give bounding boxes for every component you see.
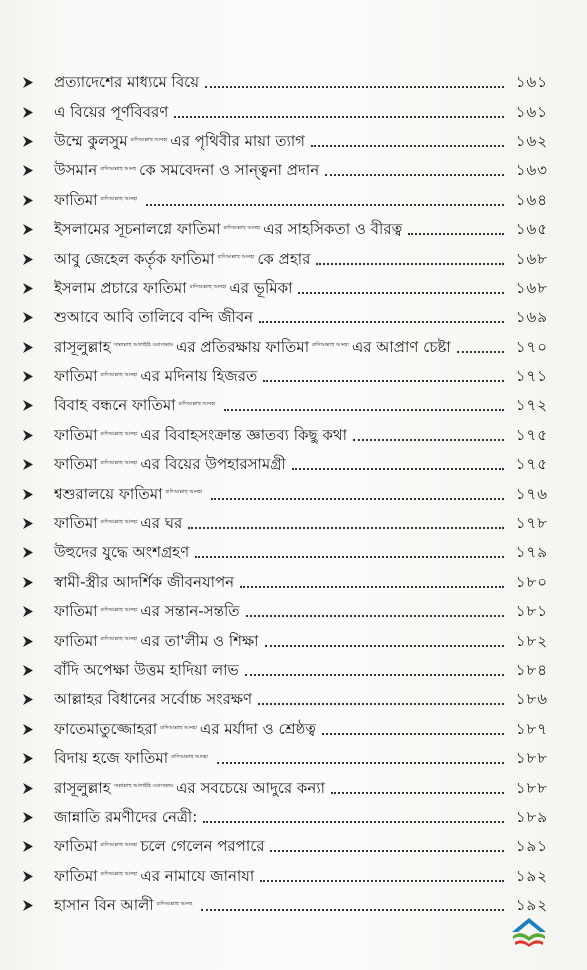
honorific-text: রাদিআল্লাহু আনহা [165,489,203,496]
arrowhead-bullet-icon [22,576,40,589]
toc-entry[interactable] [22,538,548,567]
toc-title-text: আবু জেহেল কর্তৃক ফাতিমা [54,249,215,268]
dot-leader [201,908,504,911]
toc-title-suffix: কে প্রহার [257,249,311,268]
arrowhead-bullet-icon [22,723,40,736]
honorific-text: রাদিআল্লাহু আনহা [217,254,255,261]
honorific-text: সাল্লাল্লাহু আলাইহি ওয়াসাল্লাম [113,342,174,349]
arrowhead-bullet-icon [22,840,40,853]
arrowhead-bullet-icon [22,693,40,706]
toc-entry[interactable] [22,568,548,597]
honorific-text: রাদিআল্লাহু আনহা [100,371,138,378]
arrowhead-bullet-icon [22,370,40,383]
toc-entry-title [40,751,211,766]
toc-entry-title [40,457,286,472]
dot-leader [265,644,504,647]
toc-page-number: ১৭২ [515,396,548,415]
toc-page-number: ১৯২ [515,866,548,885]
toc-page-number: ১৬৯ [515,308,548,327]
arrowhead-bullet-icon [22,605,40,618]
toc-title-text: বাঁদি অপেক্ষা উত্তম হাদিয়া লাভ [54,661,239,679]
toc-entry-title [40,545,189,560]
toc-page-number: ১৮৯ [515,807,548,826]
honorific-text: রাদিআল্লাহু আনহা [100,842,138,849]
arrowhead-bullet-icon [22,811,40,824]
toc-entry-title [40,572,235,591]
toc-title-suffix: এর মর্যাদা ও শ্রেষ্ঠত্ব [199,719,316,738]
arrowhead-bullet-icon [22,664,40,677]
toc-entry[interactable] [22,303,548,332]
dot-leader [325,173,504,176]
toc-title-text: স্বামী-স্ত্রীর আদর্শিক জীবনযাপন [54,572,235,591]
toc-entry-title [40,778,326,797]
arrowhead-bullet-icon [22,341,40,354]
toc-entry-title [40,484,205,503]
dot-leader [188,526,504,529]
toc-page-number: ১৮৬ [515,690,548,709]
toc-entry[interactable] [22,127,548,156]
toc-entry[interactable] [22,862,548,891]
toc-title-suffix: এর তা'লীম ও শিক্ষা [140,631,259,650]
arrowhead-bullet-icon [22,546,40,559]
toc-entry-title [40,663,239,678]
publisher-logo-icon [506,916,552,950]
toc-title-text: প্রত্যাদেশের মাধ্যমে বিয়ে [54,73,200,92]
toc-page-number: ১৭৯ [515,543,548,562]
honorific-text: রাদিআল্লাহু আনহা [171,753,208,760]
toc-page-number: ১৬৪ [515,190,548,209]
table-of-contents [22,68,548,920]
toc-page-number: ১৮২ [515,631,548,650]
toc-entry-title [40,516,182,531]
toc-page-number: ১৬৮ [515,278,548,297]
arrowhead-bullet-icon [22,76,40,89]
toc-title-text: হাসান বিন আলী [54,896,154,915]
toc-entry-title [40,692,252,707]
arrowhead-bullet-icon [22,752,40,765]
arrowhead-bullet-icon [22,870,40,883]
toc-entry-title [40,310,253,325]
dot-leader [259,320,504,323]
toc-page-number: ১৬১ [515,73,548,92]
toc-entry-title [40,719,316,738]
toc-entry-title [40,369,257,384]
toc-title-text: ফাতিমা [54,866,98,885]
honorific-text: রাদিআল্লাহু আনহা [178,401,216,408]
toc-entry[interactable] [22,685,548,714]
toc-title-suffix: কে সমবেদনা ও সান্ত্বনা প্রদান [139,161,320,180]
toc-title-text: জান্নাতি রমণীদের নেত্রী: [54,807,198,826]
toc-page-number: ১৬১ [515,102,548,121]
toc-entry-title [40,75,199,90]
dot-leader [240,585,504,588]
toc-entry-title [40,278,293,297]
toc-entry[interactable] [22,715,548,744]
arrowhead-bullet-icon [22,282,40,295]
toc-entry[interactable] [22,450,548,479]
honorific-text: রাদিআল্লাহু আনহা [100,460,138,467]
toc-title-text: ফাতিমা [54,425,98,444]
toc-page-number: ১৮৮ [515,778,548,797]
toc-entry[interactable] [22,215,548,244]
toc-title-text: রাসূলুল্লাহ [54,778,111,797]
toc-entry[interactable] [22,479,548,508]
toc-page-number: ১৯১ [515,837,548,856]
toc-title-suffix: এর ঘর [140,514,183,533]
toc-page-number: ১৬৫ [515,220,548,239]
toc-entry[interactable] [22,186,548,215]
toc-entry[interactable] [22,509,548,538]
toc-entry-title [40,398,218,413]
toc-entry-title [40,898,195,913]
toc-entry-title [40,222,402,237]
dot-leader [195,555,504,558]
toc-title-text: ইসলামের সূচনালগ্নে ফাতিমা [54,220,221,239]
toc-entry-title [40,249,311,268]
honorific-text: রাদিআল্লাহু আনহু [156,900,193,907]
arrowhead-bullet-icon [22,164,40,177]
toc-page-number: ১৭৬ [515,484,548,503]
arrowhead-bullet-icon [22,106,40,119]
toc-title-text: ফাতিমা [54,514,98,533]
toc-title-suffix: এর সন্তান-সন্ততি [140,602,240,621]
dot-leader [224,408,504,411]
toc-entry[interactable] [22,597,548,626]
dot-leader [211,497,504,500]
toc-entry[interactable] [22,362,548,391]
dot-leader [217,761,504,764]
honorific-text: রাদিআল্লাহু আনহা [223,224,261,231]
toc-title-text: ফাতিমা [54,837,98,856]
dot-leader [311,144,504,147]
toc-entry-title [40,839,264,854]
toc-page-number: ১৮৪ [515,661,548,679]
dot-leader [316,262,504,265]
toc-title-text: আল্লাহর বিধানের সর্বোচ্চ সংরক্ষণ [54,690,253,709]
toc-entry[interactable] [22,626,548,655]
toc-title-suffix: এর নামাযে জানাযা [140,866,255,885]
toc-page-number: ১৭৮ [515,514,548,533]
arrowhead-bullet-icon [22,194,40,207]
dot-leader [246,614,504,617]
honorific-text: সাল্লাল্লাহু আলাইহি ওয়াসাল্লাম [113,783,174,790]
toc-title-text: ফাতিমা [54,455,98,474]
toc-title-text: ফাতিমা [54,631,98,650]
toc-title-text: ফাতেমাতুজ্জোহরা [54,719,158,738]
honorific-text: রাদিআল্লাহু আনহা [100,518,138,525]
toc-page-number: ১৮৭ [515,719,548,738]
toc-page-number: ১৮১ [515,602,548,621]
dot-leader [298,291,504,294]
dot-leader [258,702,504,705]
dot-leader [457,350,504,353]
toc-title-suffix: এর ভূমিকা [229,278,293,297]
arrowhead-bullet-icon [22,899,40,912]
toc-entry[interactable] [22,656,548,685]
toc-page-number: ১৮৮ [515,749,548,768]
toc-entry[interactable] [22,744,548,773]
toc-page-number: ১৬৩ [515,161,548,180]
honorific-text: রাদিআল্লাহু আনহা [100,636,138,643]
honorific-text: রাদিআল্লাহু আনহা [100,606,138,613]
toc-title-text: বিদায় হজে ফাতিমা [54,749,169,768]
honorific-text: রাদিআল্লাহু আনহা [130,136,168,143]
dot-leader [322,732,504,735]
arrowhead-bullet-icon [22,253,40,266]
toc-page-number: ১৭১ [515,367,548,386]
toc-entry-title [40,604,240,619]
toc-title-text: উসমান [54,161,98,180]
honorific-text: রাদিআল্লাহু আনহা [312,342,349,349]
toc-entry[interactable] [22,421,548,450]
arrowhead-bullet-icon [22,429,40,442]
toc-entry[interactable] [22,333,548,362]
toc-entry-title [40,131,306,150]
honorific-text: রাদিআল্লাহু আনহা [100,195,138,202]
dot-leader [260,879,504,882]
dot-leader [263,379,504,382]
dot-leader [331,791,504,794]
arrowhead-bullet-icon [22,135,40,148]
toc-page-number: ১৭৫ [515,425,548,444]
toc-entry[interactable] [22,244,548,273]
toc-entry-title [40,807,198,826]
toc-title-suffix: এর পৃথিবীর মায়া ত্যাগ [170,131,306,150]
toc-title-suffix: এর সাহসিকতা ও বীরত্ব [263,220,403,239]
dot-leader [146,203,504,206]
dot-leader [203,820,504,823]
toc-entry[interactable] [22,391,548,420]
toc-page-number: ১৮০ [515,572,548,591]
toc-entry-title [40,163,319,178]
honorific-text: রাদিআল্লাহু আনহা [100,430,138,437]
toc-entry-title [40,102,169,121]
toc-entry-title [40,190,140,209]
toc-entry[interactable] [22,274,548,303]
toc-entry-title [40,866,255,885]
honorific-text: রাদিআল্লাহু আনহু [100,166,137,173]
toc-entry-title [40,337,451,356]
toc-entry-title [40,631,259,650]
arrowhead-bullet-icon [22,782,40,795]
toc-title-text: শুআবে আবি তালিবে বন্দি জীবন [54,308,254,327]
toc-entry[interactable] [22,891,548,920]
arrowhead-bullet-icon [22,488,40,501]
toc-title-text: রাসূলুল্লাহ [54,337,111,356]
dot-leader [408,232,504,235]
dot-leader [353,438,504,441]
toc-title-suffix: এর বিয়ের উপহারসামগ্রী [140,455,286,474]
arrowhead-bullet-icon [22,399,40,412]
dot-leader [245,673,504,676]
arrowhead-bullet-icon [22,635,40,648]
toc-entry-title [40,425,347,444]
toc-title-text: ফাতিমা [54,602,98,621]
toc-page-number: ১৬৮ [515,249,548,268]
toc-title-text: শ্বশুরালয়ে ফাতিমা [54,484,163,503]
arrowhead-bullet-icon [22,517,40,530]
toc-entry[interactable] [22,97,548,126]
toc-title-text: উহুদের যুদ্ধে অংশগ্রহণ [54,543,190,562]
toc-title-text: উম্মে কুলসুম [54,131,128,150]
toc-entry[interactable] [22,832,548,861]
dot-leader [292,467,504,470]
toc-page-number: ১৭৫ [515,455,548,474]
toc-title-text: ইসলাম প্রচারে ফাতিমা [54,278,187,297]
toc-entry[interactable] [22,68,548,97]
honorific-text: রাদিআল্লাহু আনহা [160,724,197,731]
honorific-text: রাদিআল্লাহু আনহা [189,283,227,290]
toc-title-suffix: এর আপ্রাণ চেষ্টা [351,337,451,356]
toc-entry[interactable] [22,773,548,802]
dot-leader [174,115,504,118]
arrowhead-bullet-icon [22,458,40,471]
toc-entry[interactable] [22,803,548,832]
toc-title-suffix: এর মদিনায় হিজরত [140,367,258,386]
toc-title-suffix: এর সবচেয়ে আদুরে কন্যা [176,778,326,797]
arrowhead-bullet-icon [22,223,40,236]
dot-leader [270,849,504,852]
toc-title-text: বিবাহ বন্ধনে ফাতিমা [54,396,176,415]
toc-title-suffix: চলে গেলেন পরপারে [140,837,265,856]
toc-page-number: ১৬২ [515,131,548,150]
toc-title-text: এ বিয়ের পূর্ণবিবরণ [54,102,169,121]
honorific-text: রাদিআল্লাহু আনহা [100,871,138,878]
dot-leader [205,85,504,88]
toc-page-number: ১৭০ [515,337,548,356]
toc-title-text: ফাতিমা [54,190,98,209]
toc-title-text: ফাতিমা [54,367,98,386]
toc-page-number: ১৯২ [515,896,548,915]
arrowhead-bullet-icon [22,311,40,324]
toc-entry[interactable] [22,156,548,185]
toc-title-suffix: এর প্রতিরক্ষায় ফাতিমা [176,337,310,356]
toc-title-suffix: এর বিবাহসংক্রান্ত জ্ঞাতব্য কিছু কথা [140,425,347,444]
